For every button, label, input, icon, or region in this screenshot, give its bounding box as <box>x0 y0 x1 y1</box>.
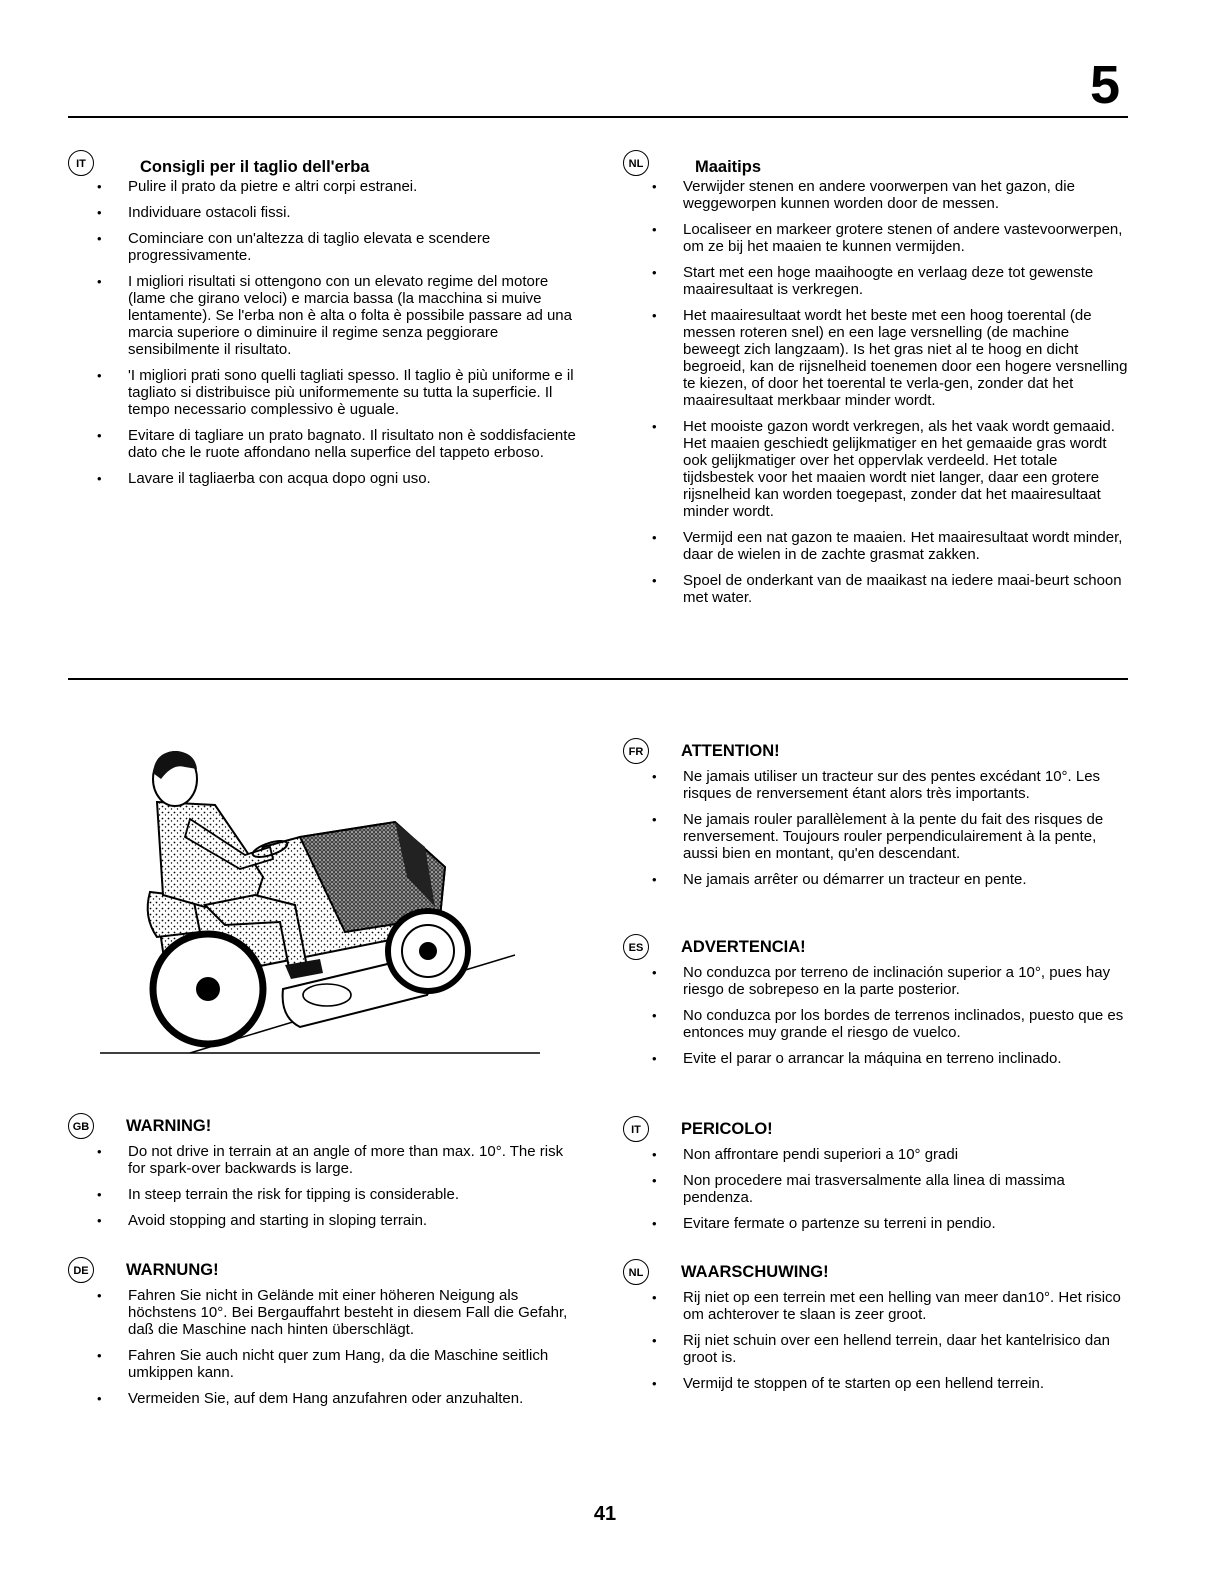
list-item: • Het maairesultaat wordt het beste met een hoog toerental (de messen roteren snel) en een lage versnelling (de machine beweegt zich langzaam). Is het gras niet al te hoog en dicht begroeid, kan de rijsnelheid toenemen door een hogere versnelling te kiezen, of door het toerental te verla-gen, zonder dat het maairesultaat merkbaar minder wordt. <box>683 307 1128 409</box>
section-title: WARNING! <box>126 1117 212 1135</box>
middle-divider <box>68 678 1128 680</box>
list-item: • Non procedere mai trasversalmente alla linea di massima pendenza. <box>683 1172 1128 1206</box>
list-item: • No conduzca por terreno de inclinación superior a 10°, pues hay riesgo de sobrepeso en la parte posterior. <box>683 964 1128 998</box>
section-de-warning <box>68 1257 578 1416</box>
section-gb-warning <box>68 1113 578 1238</box>
list-item: • Ne jamais utiliser un tracteur sur des pentes excédant 10°. Les risques de renversement étant alors très importants. <box>683 768 1128 802</box>
list-item: • Avoid stopping and starting in sloping terrain. <box>128 1212 578 1229</box>
section-es-warning <box>623 934 1128 1076</box>
list-item: • Pulire il prato da pietre e altri corpi estranei. <box>128 178 578 195</box>
top-divider <box>68 116 1128 118</box>
section-title: ATTENTION! <box>681 742 780 760</box>
list-item: • Ne jamais arrêter ou démarrer un tracteur en pente. <box>683 871 1128 888</box>
list-item: • Vermeiden Sie, auf dem Hang anzufahren oder anzuhalten. <box>128 1390 578 1407</box>
language-badge-nl-icon: NL <box>623 150 649 176</box>
list-item: • Localiseer en markeer grotere stenen of andere vastevoorwerpen, om ze bij het maaien te kunnen vermijden. <box>683 221 1128 255</box>
tractor-on-slope-illustration <box>95 727 545 1062</box>
list-item: • Rij niet op een terrein met een helling van meer dan10°. Het risico om achterover te slaan is zeer groot. <box>683 1289 1128 1323</box>
list-item: • Evitare fermate o partenze su terreni in pendio. <box>683 1215 1128 1232</box>
language-badge-fr-icon: FR <box>623 738 649 764</box>
list-item: • Fahren Sie nicht in Gelände mit einer höheren Neigung als höchstens 10°. Bei Bergauffahrt besteht in diesem Fall die Gefahr, daß die Maschine nach hinten überschlägt. <box>128 1287 578 1338</box>
language-badge-it-icon: IT <box>68 150 94 176</box>
list-item: • No conduzca por los bordes de terrenos inclinados, puesto que es entonces muy grande el riesgo de vuelco. <box>683 1007 1128 1041</box>
section-title: ADVERTENCIA! <box>681 938 806 956</box>
language-badge-de-icon: DE <box>68 1257 94 1283</box>
list-item: • Do not drive in terrain at an angle of more than max. 10°. The risk for spark-over backwards is large. <box>128 1143 578 1177</box>
language-badge-it-icon: IT <box>623 1116 649 1142</box>
list-item: • Vermijd een nat gazon te maaien. Het maairesultaat wordt minder, daar de wielen in de zachte grasmat zakken. <box>683 529 1128 563</box>
section-title: WAARSCHUWING! <box>681 1263 829 1281</box>
page-number: 41 <box>593 1503 617 1525</box>
language-badge-es-icon: ES <box>623 934 649 960</box>
section-title: WARNUNG! <box>126 1261 219 1279</box>
list-item: • Evitare di tagliare un prato bagnato. Il risultato non è soddisfaciente dato che le ruote affondano nella superfice del tappeto erboso. <box>128 427 578 461</box>
section-title: PERICOLO! <box>681 1120 773 1138</box>
list-item: • Fahren Sie auch nicht quer zum Hang, da die Maschine seitlich umkippen kann. <box>128 1347 578 1381</box>
list-item: • In steep terrain the risk for tipping is considerable. <box>128 1186 578 1203</box>
list-item: • Cominciare con un'altezza di taglio elevata e scendere progressivamente. <box>128 230 578 264</box>
list-item: • Ne jamais rouler parallèlement à la pente du fait des risques de renversement. Toujours rouler perpendiculairement à la pente, aussi bien en montant, qu'en descendant. <box>683 811 1128 862</box>
section-it-warning <box>623 1116 1128 1241</box>
language-badge-gb-icon: GB <box>68 1113 94 1139</box>
list-item: • Non affrontare pendi superiori a 10° gradi <box>683 1146 1128 1163</box>
list-item: • Lavare il tagliaerba con acqua dopo ogni uso. <box>128 470 578 487</box>
list-item: • Vermijd te stoppen of te starten op een hellend terrein. <box>683 1375 1128 1392</box>
section-fr-warning <box>623 738 1128 897</box>
list-item: • I migliori risultati si ottengono con un elevato regime del motore (lame che girano veloci) e marcia bassa (la macchina si muive lentamente). Se l'erba non è alta o folta è possibile passare ad una marcia superiore o diminuire il regime senza peggiorare sensibilmente il risultato. <box>128 273 578 358</box>
section-title: Maaitips <box>695 158 762 176</box>
section-nl-warning <box>623 1259 1128 1401</box>
list-item: • 'I migliori prati sono quelli tagliati spesso. Il taglio è più uniforme e il tagliato si distribuisce più uniformemente su tutta la superficie. Il tempo necessario complessivo è uguale. <box>128 367 578 418</box>
list-item: • Rij niet schuin over een hellend terrein, daar het kantelrisico dan groot is. <box>683 1332 1128 1366</box>
language-badge-nl-icon: NL <box>623 1259 649 1285</box>
chapter-number: 5 <box>1089 55 1120 115</box>
list-item: • Het mooiste gazon wordt verkregen, als het vaak wordt gemaaid. Het maaien geschiedt gelijkmatiger en het gemaaide gras wordt ook gelijkmatiger over het oppervlak verdeeld. Het totale tijdsbestek voor het maaien wordt niet langer, daar een grotere rijsnelheid kan worden toegepast, zonder dat het maairesultaat minder wordt. <box>683 418 1128 520</box>
section-title: Consigli per il taglio dell'erba <box>140 158 370 176</box>
list-item: • Individuare ostacoli fissi. <box>128 204 578 221</box>
list-item: • Spoel de onderkant van de maaikast na iedere maai-beurt schoon met water. <box>683 572 1128 606</box>
list-item: • Start met een hoge maaihoogte en verlaag deze tot gewenste maairesultaat is verkregen. <box>683 264 1128 298</box>
list-item: • Evite el parar o arrancar la máquina en terreno inclinado. <box>683 1050 1128 1067</box>
section-it-mowing-tips <box>68 150 578 496</box>
list-item: • Verwijder stenen en andere voorwerpen van het gazon, die weggeworpen kunnen worden door de messen. <box>683 178 1128 212</box>
section-nl-mowing-tips <box>623 150 1128 615</box>
